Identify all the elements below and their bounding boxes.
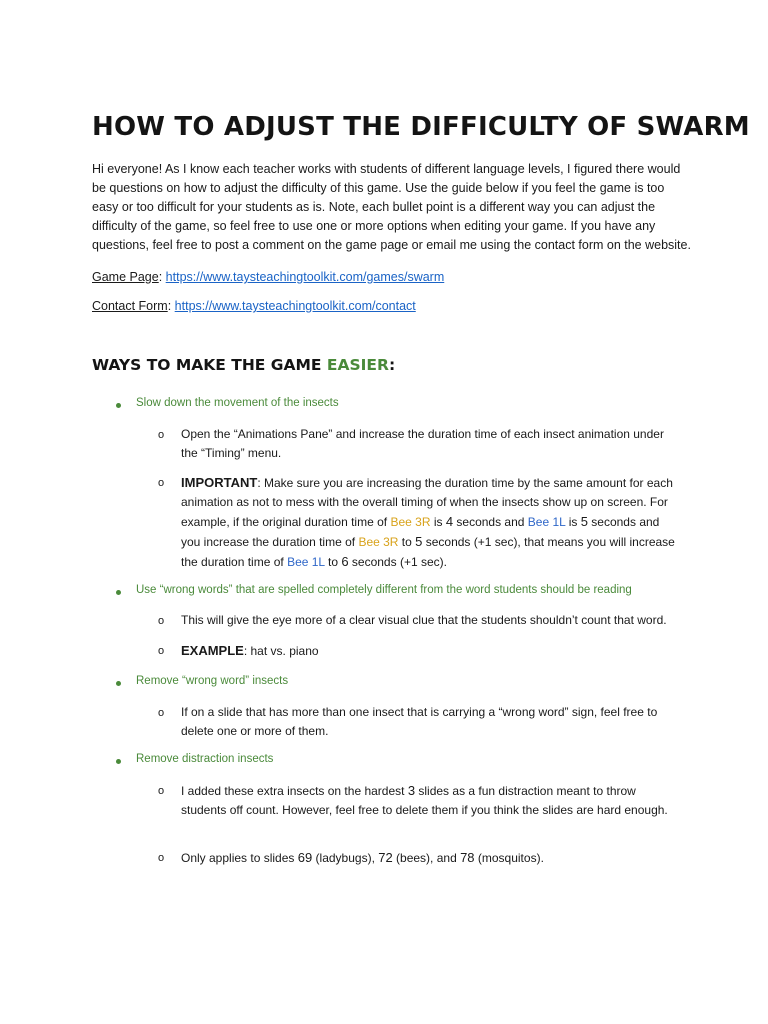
sub-bullet-text: This will give the eye more of a clear visual clue that the students shouldn’t count that word. xyxy=(181,613,667,627)
sub-bullet-visual-clue xyxy=(158,611,678,630)
section-heading-suffix: : xyxy=(388,356,396,374)
contact-form-link[interactable]: https://www.taysteachingtoolkit.com/contact xyxy=(174,299,416,313)
bullet-text: Remove distraction insects xyxy=(136,753,274,765)
hollow-circle-icon: o xyxy=(158,852,165,864)
bee-3r-label: Bee 3R xyxy=(390,515,431,529)
hollow-circle-icon: o xyxy=(158,707,165,719)
bee-1l-label: Bee 1L xyxy=(287,555,325,569)
hollow-circle-icon: o xyxy=(158,429,165,441)
sub-bullet-text: Open the “Animations Pane” and increase the duration time of each insect animation under the “Timing” menu. xyxy=(181,427,664,460)
example-label: EXAMPLE xyxy=(181,643,244,658)
bullet-dot-icon xyxy=(116,681,121,686)
sub-bullet-text: Only applies to slides 69 (ladybugs), 72 (bees), and 78 (mosquitos). xyxy=(181,850,544,865)
bullet-text: Slow down the movement of the insects xyxy=(136,397,339,409)
bee-3r-label: Bee 3R xyxy=(358,535,399,549)
intro-paragraph: Hi everyone! As I know each teacher works with students of different language levels, I figured there would be questions on how to adjust the difficulty of this game. Use the guide below if you feel the game is too easy or too difficult for your students as is. Note, each bullet point is a different way you can adjust the difficulty of the game, so feel free to use one or more options when editing your game. If you have any questions, feel free to post a comment on the game page or email me using the contact form on the website. xyxy=(92,162,691,252)
page-title: HOW TO ADJUST THE DIFFICULTY OF SWARM xyxy=(92,112,750,142)
sub-bullet-important xyxy=(158,473,678,572)
hollow-circle-icon: o xyxy=(158,785,165,797)
sub-bullet-text: IMPORTANT: Make sure you are increasing the duration time by the same amount for each animation as not to mess with the overall timing of when the insects show up on screen. For example, if the original duration time of Bee 3R is 4 seconds and Bee 1L is 5 seconds and you increase the duration time of Bee 3R to 5 seconds (+1 sec), that means you will increase the duration time of Bee 1L to 6 seconds (+1 sec). xyxy=(181,475,675,569)
bullet-dot-icon xyxy=(116,759,121,764)
hollow-circle-icon: o xyxy=(158,615,165,627)
bee-1l-label: Bee 1L xyxy=(527,515,566,529)
bullet-text: Remove “wrong word” insects xyxy=(136,675,289,687)
hollow-circle-icon: o xyxy=(158,477,165,489)
sub-bullet-text: I added these extra insects on the hardest 3 slides as a fun distraction meant to throw students off count. However, feel free to delete them if you think the slides are hard enough. xyxy=(181,783,668,817)
sub-bullet-delete-signs xyxy=(158,703,678,741)
sub-bullet-example xyxy=(158,641,678,661)
sub-bullet-animations-pane xyxy=(158,425,678,463)
game-page-link[interactable]: https://www.taysteachingtoolkit.com/games/swarm xyxy=(165,270,445,284)
game-page-label: Game Page xyxy=(92,270,159,284)
section-heading-prefix: WAYS TO MAKE THE GAME xyxy=(92,356,327,374)
bullet-dot-icon xyxy=(116,590,121,595)
bullet-dot-icon xyxy=(116,403,121,408)
bullet-text: Use “wrong words” that are spelled completely different from the word students should be reading xyxy=(136,584,632,596)
important-label: IMPORTANT xyxy=(181,475,258,490)
sub-bullet-text: EXAMPLE: hat vs. piano xyxy=(181,643,319,658)
sub-bullet-extra-insects xyxy=(158,781,678,820)
section-heading xyxy=(92,356,395,374)
sub-bullet-text: If on a slide that has more than one insect that is carrying a “wrong word” sign, feel free to delete one or more of them. xyxy=(181,705,658,738)
hollow-circle-icon: o xyxy=(158,645,165,657)
game-page-line: Game Page: https://www.taysteachingtoolkit.com/games/swarm xyxy=(92,270,445,284)
contact-form-line: Contact Form: https://www.taysteachingtoolkit.com/contact xyxy=(92,299,416,313)
section-heading-highlight: EASIER xyxy=(326,356,389,374)
contact-form-label: Contact Form xyxy=(92,299,168,313)
sub-bullet-applies-to-slides xyxy=(158,848,678,868)
